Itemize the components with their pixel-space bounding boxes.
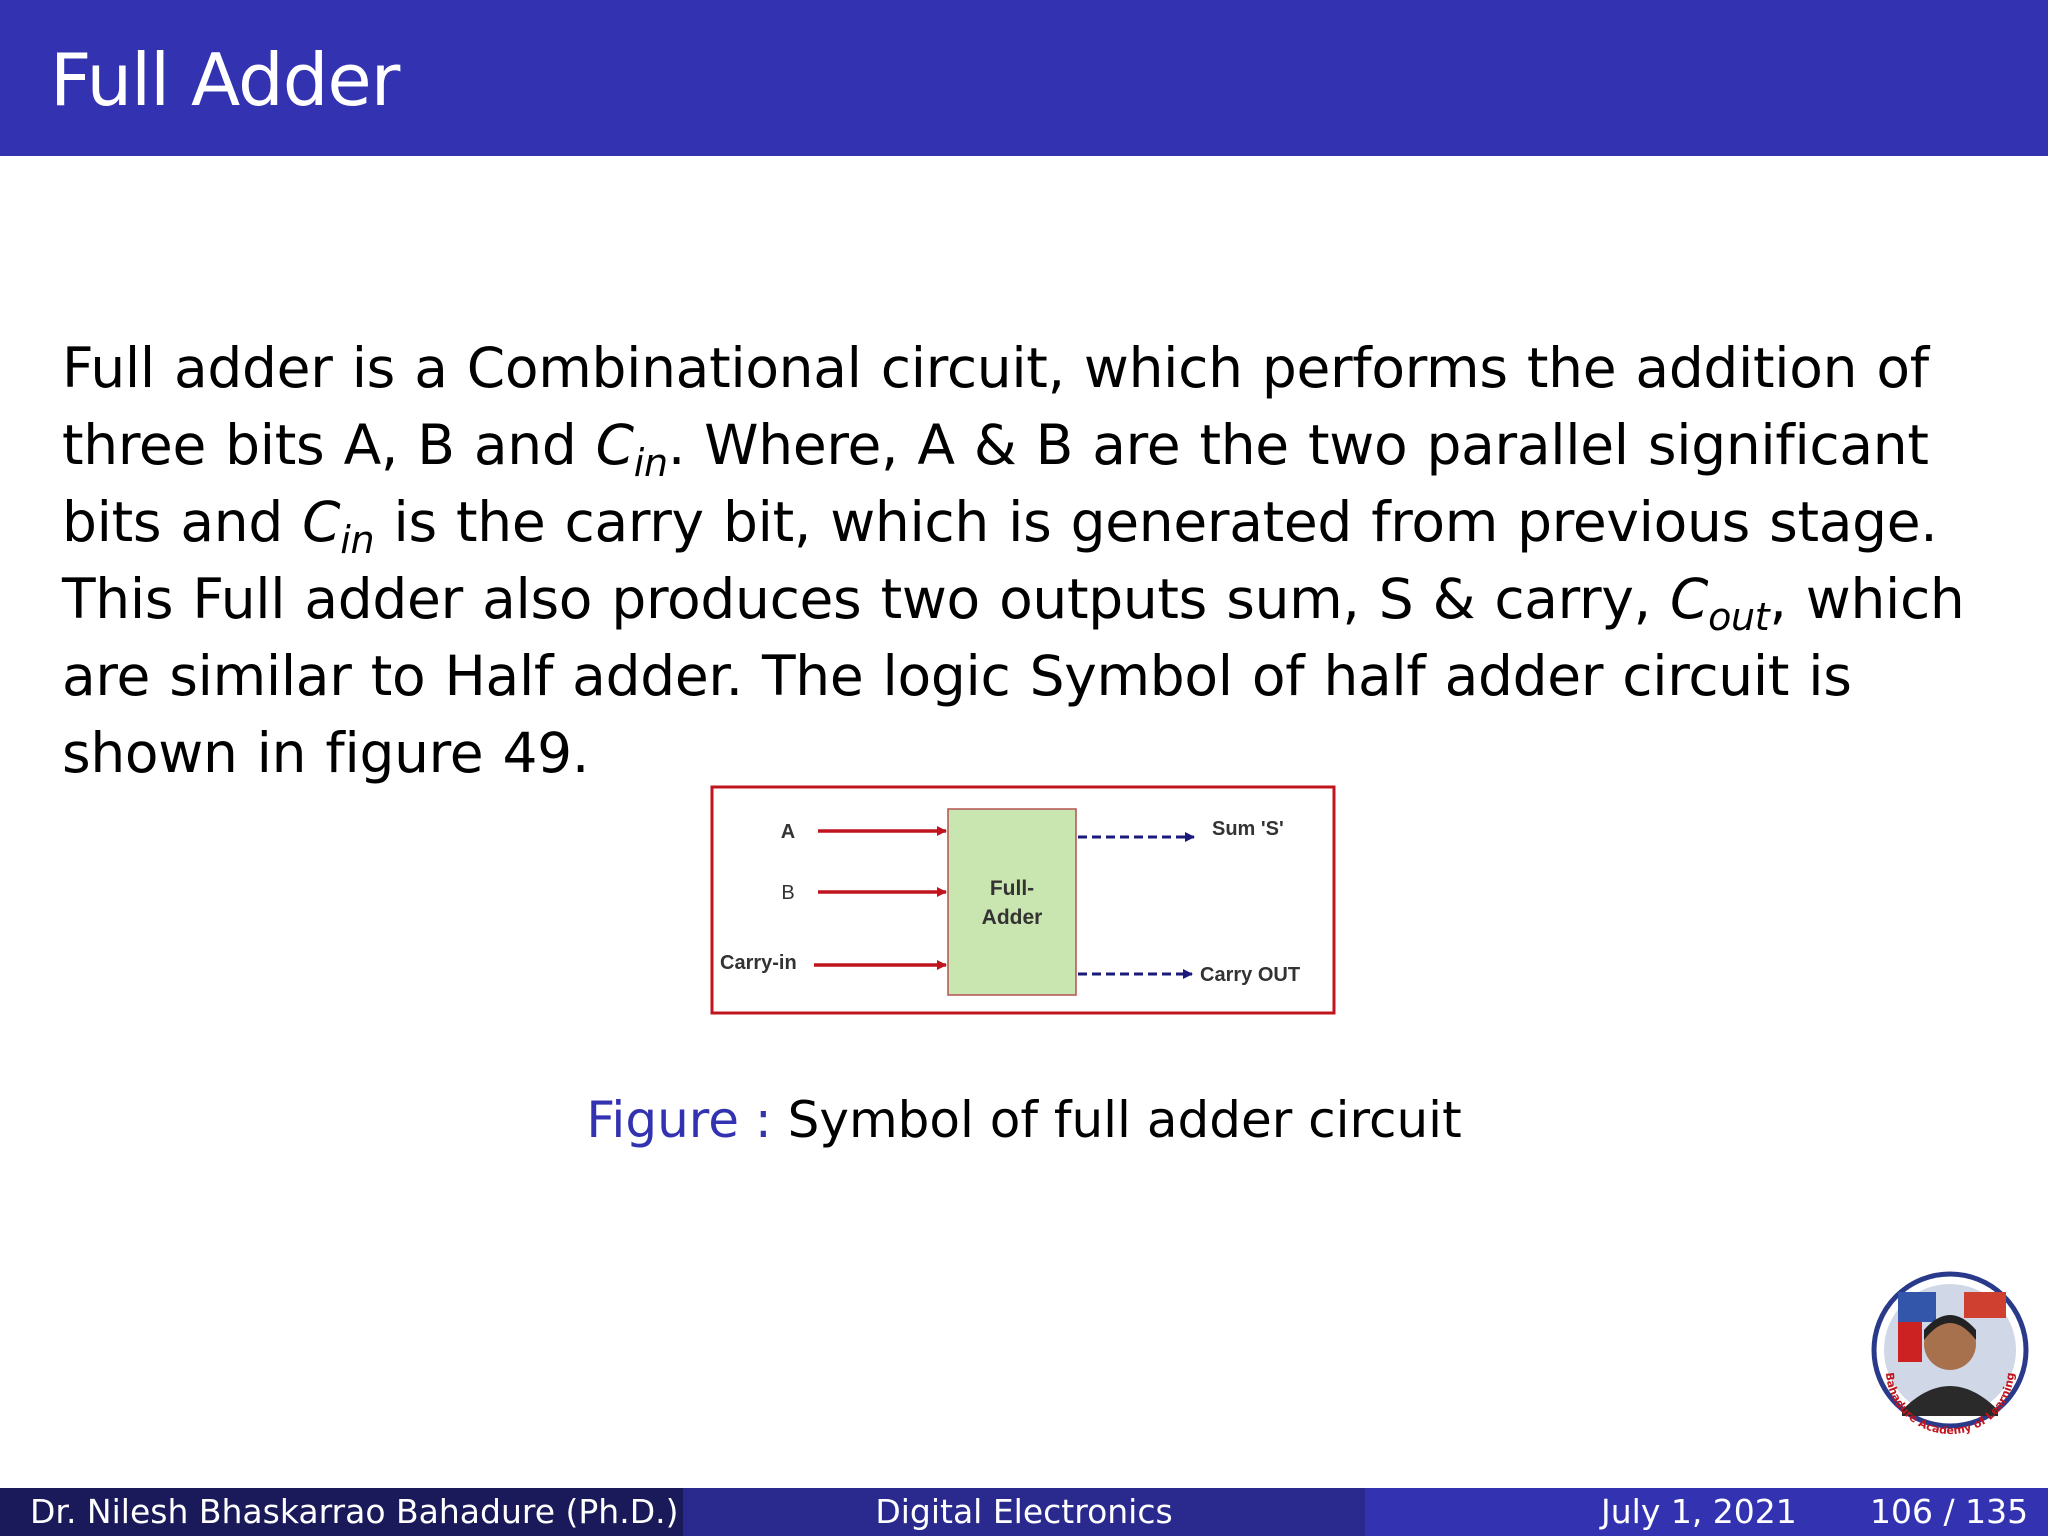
cin-subscript: in	[633, 441, 668, 485]
footer-date-segment	[1365, 1488, 2048, 1536]
paragraph-part-3: is the carry bit, which is generated from previous stage. This Full adder also produces two outputs sum, S & carry,	[62, 490, 1938, 631]
figure-caption	[0, 1090, 2048, 1150]
cin-symbol: C	[595, 413, 634, 477]
slide-title: Full Adder	[50, 38, 400, 122]
logo-text: Bahadure Academy of Learning	[1882, 1371, 2018, 1438]
output-carry-label: Carry OUT	[1200, 964, 1301, 986]
caption-text: Symbol of full adder circuit	[787, 1091, 1462, 1149]
paragraph-part-1: Full adder is a Combinational circuit, which performs the addition of three bits A, B and	[62, 336, 1929, 477]
full-adder-block	[948, 809, 1076, 995]
footer-course: Digital Electronics	[875, 1492, 1173, 1531]
title-bar	[0, 0, 2048, 156]
output-sum-label: Sum 'S'	[1212, 818, 1284, 840]
footer-page-number: 106 / 135	[1870, 1492, 2029, 1531]
block-label-line1: Full-	[989, 877, 1035, 900]
caption-label: Figure :	[586, 1091, 772, 1149]
footer-course-segment	[683, 1488, 1365, 1536]
academy-logo	[1860, 1270, 2040, 1450]
paragraph-part-2: . Where, A & B are the two parallel significant bits and	[62, 413, 1929, 554]
footer-bar	[0, 1488, 2048, 1536]
input-carry-in-label: Carry-in	[720, 952, 797, 974]
input-b-label: B	[781, 882, 795, 904]
cin-symbol: C	[302, 490, 341, 554]
paragraph-part-4: , which are similar to Half adder. The logic Symbol of half adder circuit is shown in figure 49.	[62, 567, 1965, 785]
footer-author-segment	[0, 1488, 683, 1536]
full-adder-symbol-figure	[710, 785, 1336, 1015]
input-a-label: A	[780, 821, 796, 843]
footer-author: Dr. Nilesh Bhaskarrao Bahadure (Ph.D.)	[30, 1492, 679, 1531]
block-label-line2: Adder	[981, 906, 1043, 929]
slide-paragraph	[62, 330, 2022, 792]
cin-subscript: in	[340, 518, 375, 562]
footer-date: July 1, 2021	[1601, 1492, 1797, 1531]
cout-symbol: C	[1669, 567, 1709, 631]
cout-subscript: out	[1708, 595, 1770, 639]
